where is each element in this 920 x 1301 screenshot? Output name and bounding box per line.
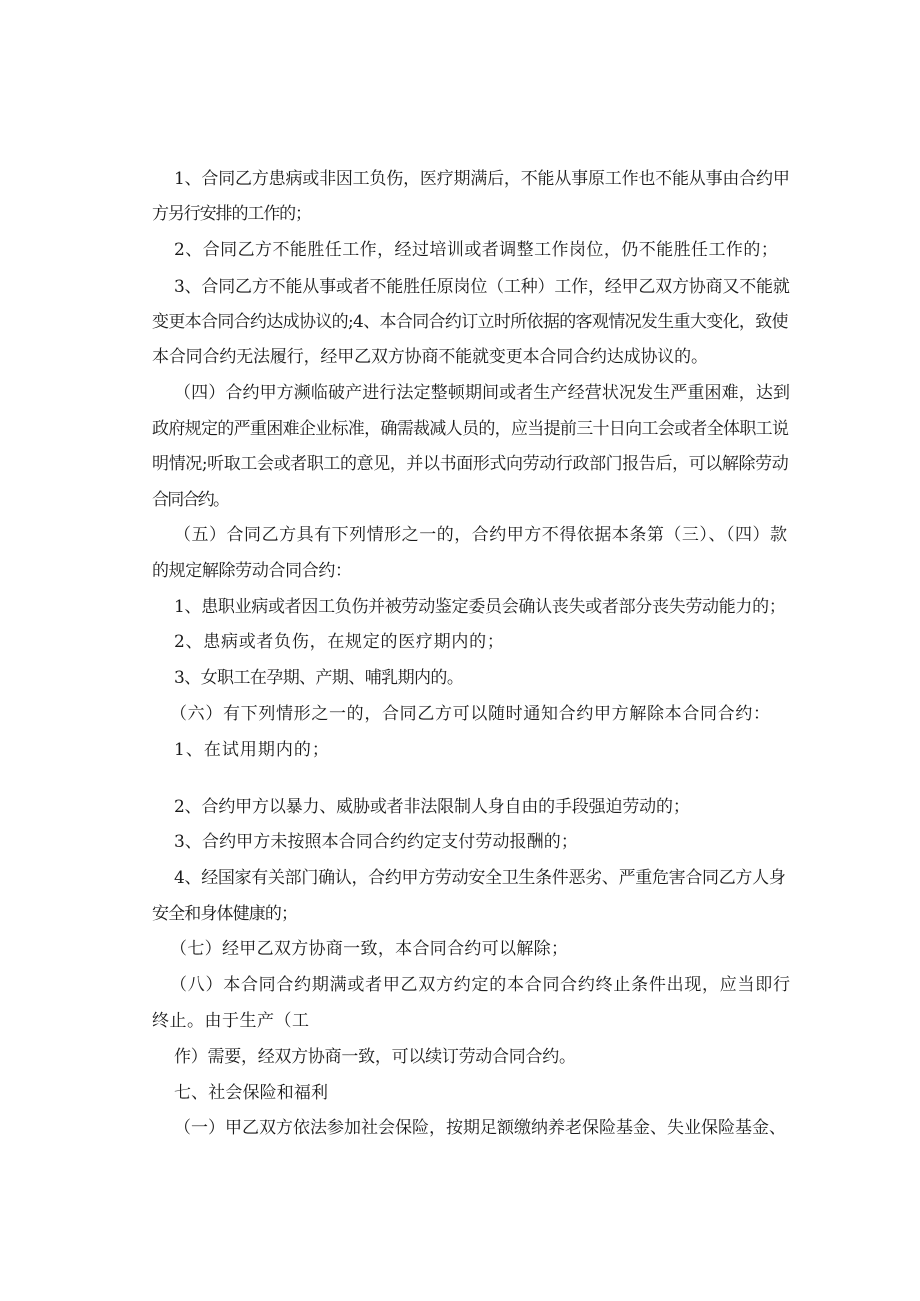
text-line: 政府规定的严重困难企业标准，确需裁减人员的，应当提前三十日向工会或者全体职工说 xyxy=(152,419,789,439)
text-line: 3、合同乙方不能从事或者不能胜任原岗位（工种）工作，经甲乙双方协商又不能就 xyxy=(174,277,790,297)
text-line: 方另行安排的工作的； xyxy=(152,204,311,224)
text-line: 作）需要，经双方协商一致，可以续订劳动合同合约。 xyxy=(174,1047,576,1067)
text-line: （七）经甲乙双方协商一致，本合同合约可以解除； xyxy=(170,939,569,959)
text-line: 1、患职业病或者因工负伤并被劳动鉴定委员会确认丧失或者部分丧失劳动能力的； xyxy=(174,597,786,617)
text-line: （六）有下列情形之一的，合同乙方可以随时通知合约甲方解除本合同合约： xyxy=(170,704,771,724)
text-line: 3、女职工在孕期、产期、哺乳期内的。 xyxy=(174,668,464,688)
text-line: 1、合同乙方患病或非因工负伤，医疗期满后，不能从事原工作也不能从事由合约甲 xyxy=(174,169,790,189)
text-line: 终止。由于生产（工 xyxy=(152,1011,310,1031)
text-line: 2、合约甲方以暴力、威胁或者非法限制人身自由的手段强迫劳动的； xyxy=(174,797,690,817)
text-line: 2、患病或者负伤，在规定的医疗期内的； xyxy=(174,632,505,652)
text-line: （一）甲乙双方依法参加社会保险，按期足额缴纳养老保险基金、失业保险基金、 xyxy=(174,1118,786,1138)
text-line: （四）合约甲方濒临破产进行法定整顿期间或者生产经营状况发生严重困难，达到 xyxy=(174,383,791,403)
text-line: 本合同合约无法履行，经甲乙双方协商不能就变更本合同合约达成协议的。 xyxy=(152,347,708,367)
text-line: 1、在试用期内的； xyxy=(174,740,330,760)
text-line: （八）本合同合约期满或者甲乙双方约定的本合同合约终止条件出现，应当即行 xyxy=(170,975,791,995)
text-line: 变更本合同合约达成协议的;4、本合同合约订立时所依据的客观情况发生重大变化，致使 xyxy=(152,312,788,332)
text-line: 2、合同乙方不能胜任工作，经过培训或者调整工作岗位，仍不能胜任工作的； xyxy=(174,240,779,260)
text-line: 明情况;听取工会或者职工的意见，并以书面形式向劳动行政部门报告后，可以解除劳动 xyxy=(152,454,789,474)
text-line: 3、合约甲方未按照本合同合约约定支付劳动报酬的； xyxy=(174,832,578,852)
text-line: 4、经国家有关部门确认，合约甲方劳动安全卫生条件恶劣、严重危害合同乙方人身 xyxy=(174,868,786,888)
text-line: 的规定解除劳动合同合约： xyxy=(152,561,352,581)
text-line: 安全和身体健康的； xyxy=(152,904,298,924)
text-line: （五）合同乙方具有下列情形之一的，合约甲方不得依据本条第（三）、（四）款 xyxy=(174,525,788,545)
section-heading: 七、社会保险和福利 xyxy=(174,1083,329,1103)
text-line: 合同合约。 xyxy=(152,490,229,510)
